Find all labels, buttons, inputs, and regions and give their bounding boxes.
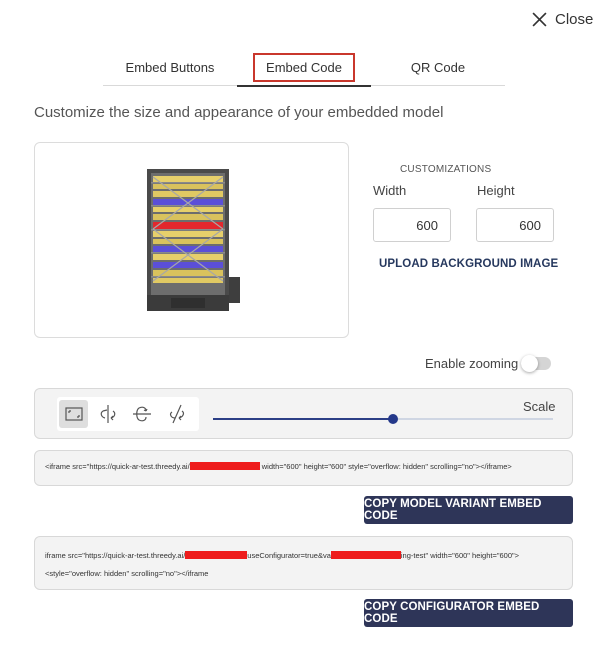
tab-embed-buttons[interactable] [103, 50, 237, 85]
toggle-knob [521, 355, 538, 372]
storage-rack-model [145, 167, 241, 313]
tab-bar [103, 50, 505, 86]
scale-slider-fill [213, 418, 393, 420]
close-button[interactable] [532, 9, 593, 29]
tab-qr-code[interactable] [371, 50, 505, 85]
copy-model-variant-embed-code-button[interactable]: COPY MODEL VARIANT EMBED CODE [364, 496, 573, 524]
code-text: <iframe src="https://quick-ar-test.threedy.ai/ [45, 462, 190, 471]
code-text: width="600" height="600" style="overflow: hidden" scrolling="no"></iframe> [259, 462, 512, 471]
enable-zooming-toggle[interactable] [521, 357, 551, 370]
code-text: iframe src="https://quick-ar-test.threedy.ai/ [45, 551, 186, 560]
customizations-title: CUSTOMIZATIONS [400, 164, 492, 175]
scale-slider-handle[interactable] [388, 414, 398, 424]
tab-label: QR Code [410, 60, 466, 75]
code-line [45, 547, 572, 565]
redaction-bar [331, 551, 401, 559]
viewer-controls [34, 388, 573, 439]
width-input[interactable] [373, 208, 451, 242]
redaction-bar [190, 462, 260, 470]
fit-frame-icon[interactable] [59, 400, 88, 428]
tab-embed-code[interactable] [237, 50, 371, 85]
height-input[interactable] [476, 208, 554, 242]
scale-slider[interactable] [213, 418, 553, 420]
code-line [45, 462, 572, 471]
code-text: ing-test" width="600" height="600"> [400, 551, 520, 560]
tab-label: Embed Buttons [125, 60, 215, 75]
code-text: useConfigurator=true&va [247, 551, 331, 560]
page-subtitle: Customize the size and appearance of your embedded model [34, 104, 444, 121]
model-variant-embed-code[interactable] [34, 450, 573, 486]
copy-configurator-embed-code-button[interactable]: COPY CONFIGURATOR EMBED CODE [364, 599, 573, 627]
rotate-vertical-icon[interactable] [93, 400, 122, 428]
configurator-embed-code[interactable] [34, 536, 573, 590]
width-label: Width [373, 183, 407, 198]
tab-label: Embed Code [253, 53, 355, 82]
enable-zooming-label: Enable zooming [425, 356, 519, 371]
height-label: Height [477, 183, 515, 198]
close-icon [532, 12, 547, 27]
close-label: Close [555, 10, 594, 28]
rotate-diagonal-icon[interactable] [162, 400, 191, 428]
upload-background-image-button[interactable]: UPLOAD BACKGROUND IMAGE [379, 258, 559, 270]
rotate-horizontal-icon[interactable] [127, 400, 156, 428]
scale-label: Scale [523, 399, 556, 414]
view-mode-group [57, 397, 199, 431]
redaction-bar [185, 551, 247, 559]
model-preview[interactable] [34, 142, 349, 338]
code-line: <style="overflow: hidden" scrolling="no"></iframe [45, 569, 209, 578]
